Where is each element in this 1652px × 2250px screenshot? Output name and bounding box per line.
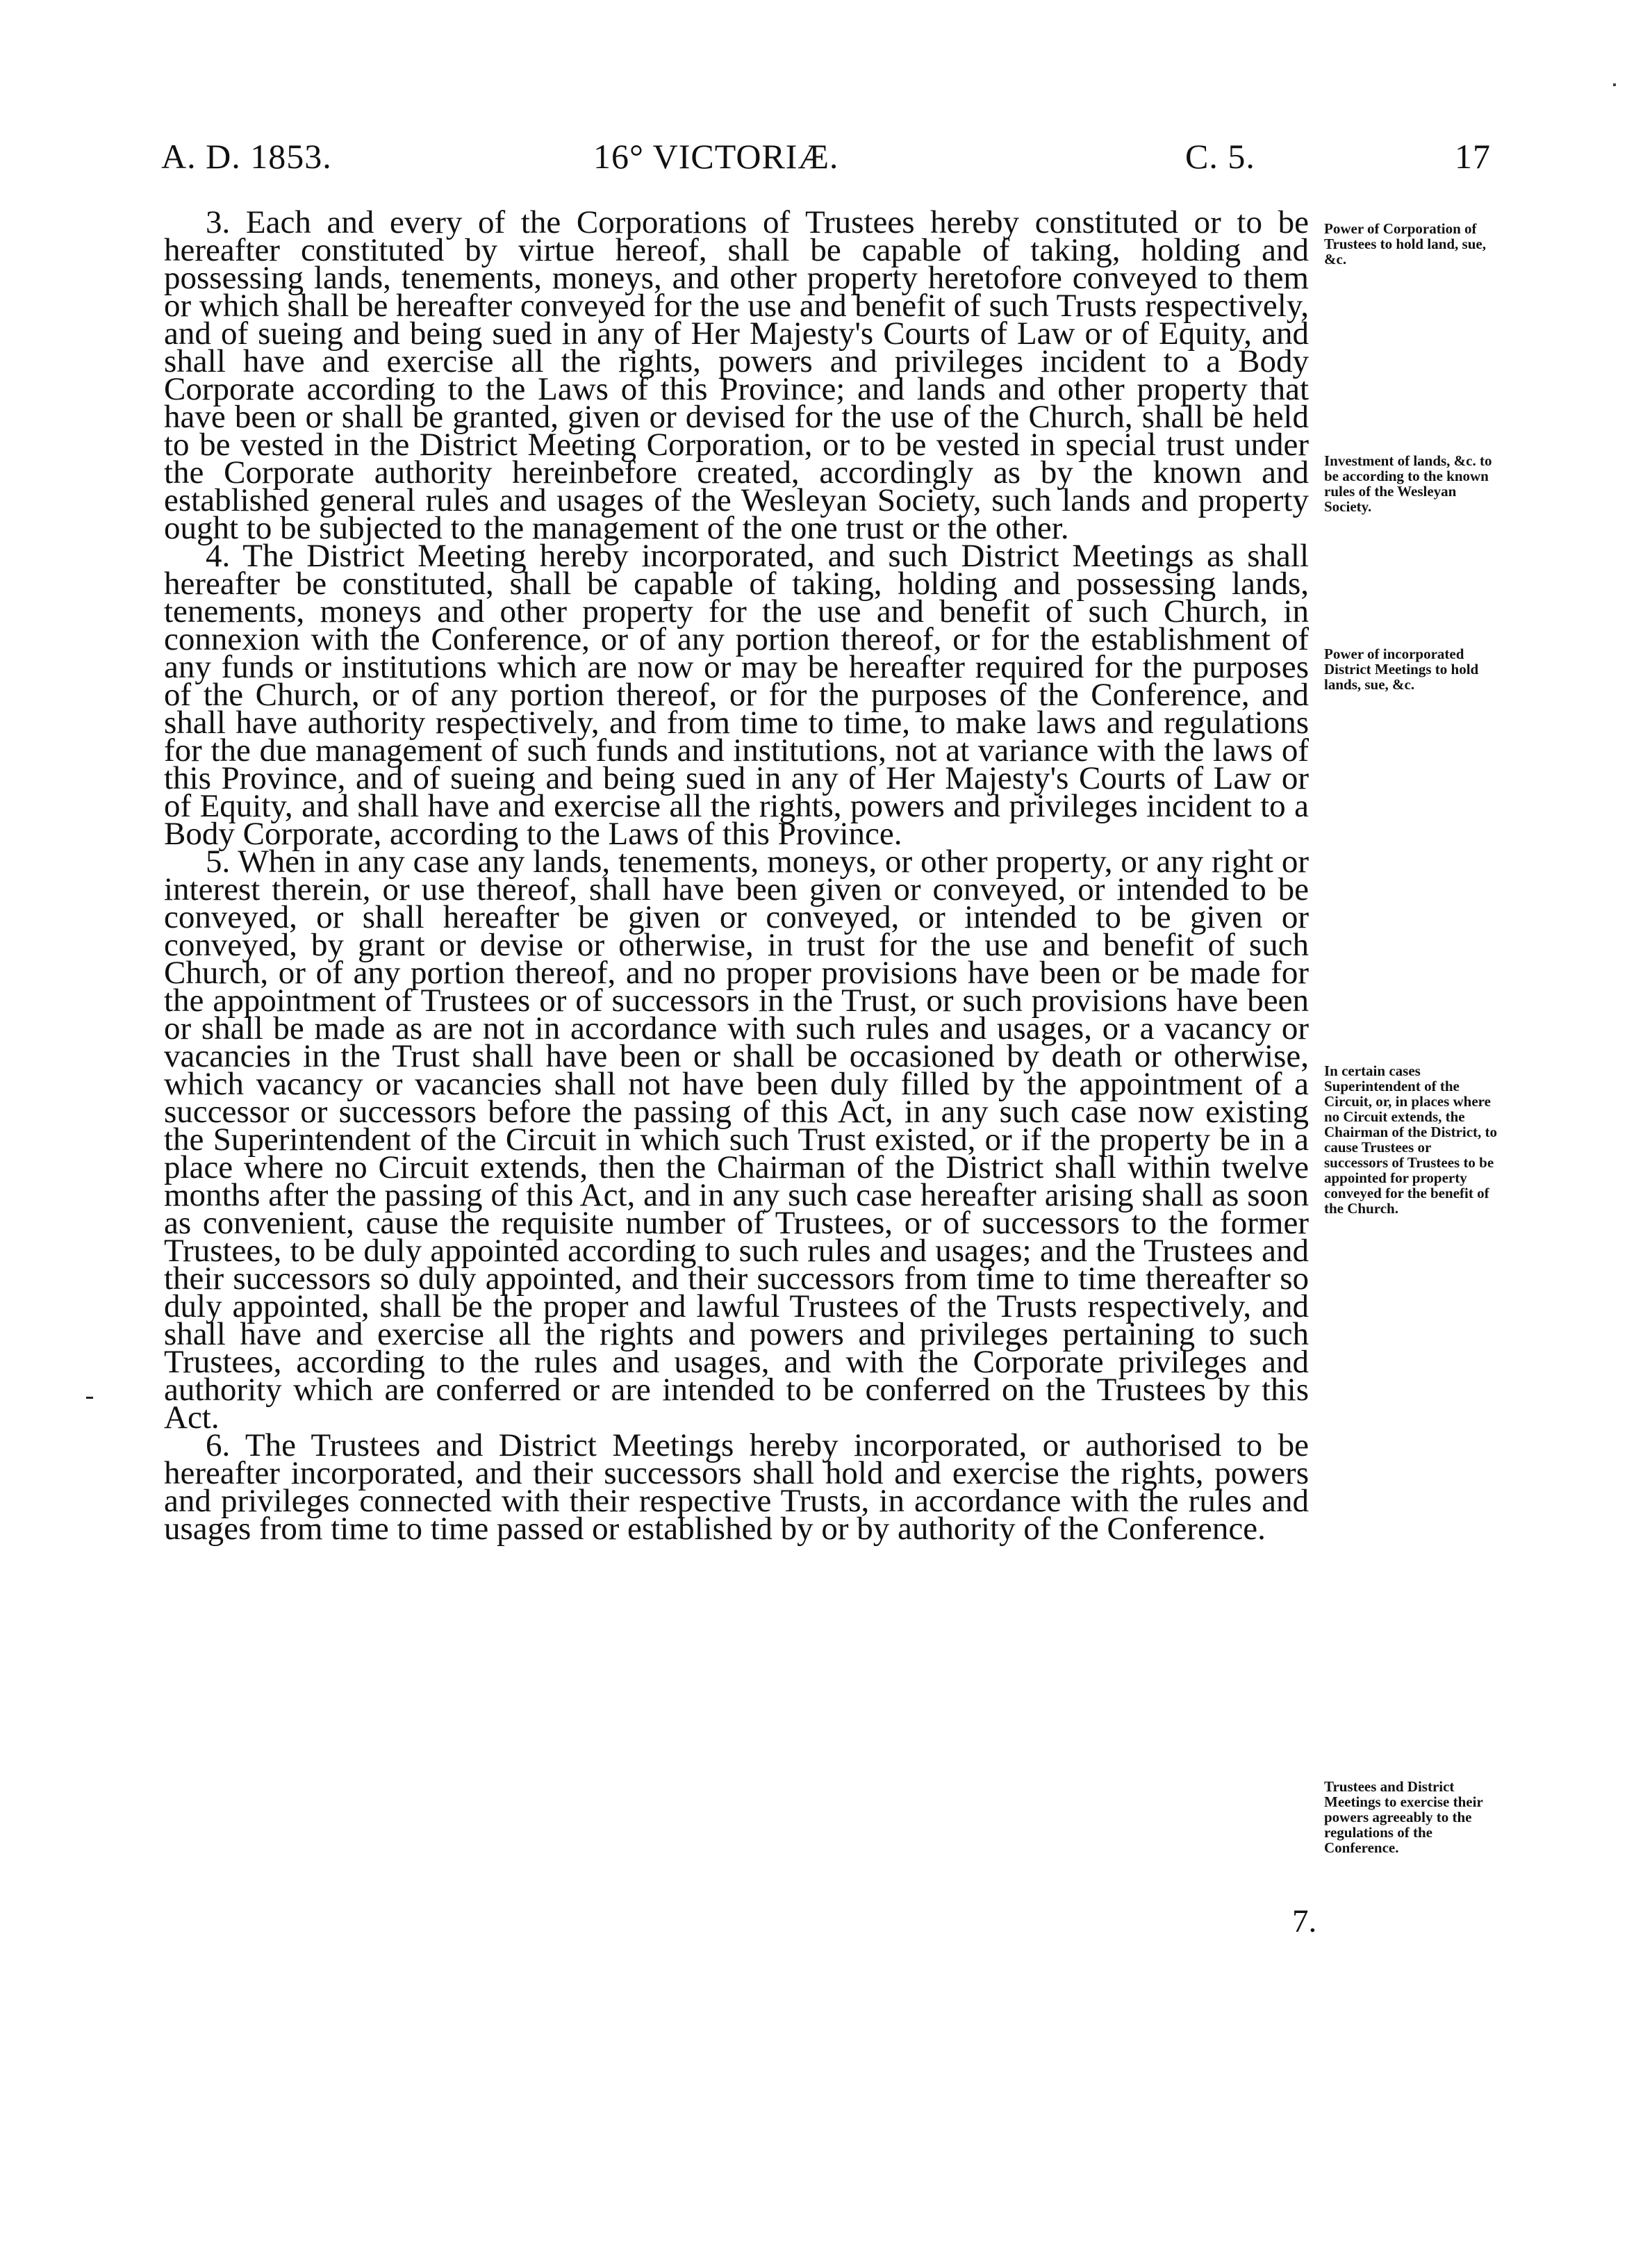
section-3: 3. Each and every of the Corporations of Trustees hereby constituted or to be hereafter constituted by virtue hereof, shall be capable of taking, holding and possessing lands, tenements, moneys, and other property heretofore conveyed to them or which shall be hereafter conveyed for the use and benefit of such Trusts respectively, and of sueing and being sued in any of Her Majesty's Courts of Law or of Equity, and shall have and exercise all the rights, powers and privileges incident to a Body Corporate according to the Laws of this Province; and lands and other property that have been or shall be granted, given or devised for the use of the Church, shall be held to be vested in the District Meeting Corporation, or to be vested in special trust under the Corporate authority hereinbefore created, accordingly as by the known and established general rules and usages of the Wesleyan Society, such lands and property ought to be subjected to the management of the one trust or the other. bbox=[164, 204, 1309, 546]
section-6: 6. The Trustees and District Meetings hereby incorporated, or authorised to be hereafter incorporated, and their successors shall hold and exercise the rights, powers and privileges connected with their respective Trusts, in accordance with the rules and usages from time to time passed or established by or by authority of the Conference. bbox=[164, 1427, 1309, 1547]
margin-note-section-5: In certain cases Superintendent of the Circuit, or, in places where no Circuit extends, the Chairman of the District, to cause Trustees or successors of Trustees to be appointed for property conveyed for the benefit of the Church. bbox=[1324, 1062, 1498, 1217]
margin-note-section-4: Power of incorporated District Meetings to hold lands, sue, &c. bbox=[1324, 646, 1479, 693]
header-chapter: C. 5. bbox=[1185, 137, 1255, 176]
margin-note-section-6: Trustees and District Meetings to exercise their powers agreeably to the regulations of the Conference. bbox=[1324, 1778, 1483, 1856]
statute-body bbox=[164, 204, 1309, 1547]
section-4: 4. The District Meeting hereby incorporated, and such District Meetings as shall hereafter be constituted, shall be capable of taking, holding and possessing lands, tenements, moneys and other property for the use and benefit of such Church, in connexion with the Conference, or of any portion thereof, or for the establishment of any funds or institutions which are now or may be hereafter required for the purposes of the Church, or of any portion thereof, or for the purposes of the Conference, and shall have authority respectively, and from time to time, to make laws and regulations for the due management of such funds and institutions, not at variance with the laws of this Province, and of sueing and being sued in any of Her Majesty's Courts of Law or of Equity, and shall have and exercise all the rights, powers and privileges incident to a Body Corporate, according to the Laws of this Province. bbox=[164, 538, 1309, 852]
header-page-number: 17 bbox=[1455, 137, 1491, 176]
catchword: 7. bbox=[1292, 1903, 1317, 1939]
margin-note-section-3b: Investment of lands, &c. to be according to the known rules of the Wesleyan Society. bbox=[1324, 452, 1492, 515]
running-header bbox=[161, 136, 1495, 185]
header-regnal-year: 16° VICTORIÆ. bbox=[593, 137, 839, 176]
margin-dash-mark bbox=[86, 1397, 93, 1399]
scan-speck bbox=[1613, 83, 1616, 86]
margin-note-section-3a: Power of Corporation of Trustees to hold land, sue, &c. bbox=[1324, 220, 1486, 268]
section-5: 5. When in any case any lands, tenements, moneys, or other property, or any right or interest therein, or use thereof, shall have been given or conveyed, or intended to be conveyed, or shall hereafter be given or conveyed, or intended to be given or conveyed, by grant or devise or otherwise, in trust for the use and benefit of such Church, or of any portion thereof, and no proper provisions have been or be made for the appointment of Trustees or of successors in the Trust, or such provisions have been or shall be made as are not in accordance with such rules and usages, or a vacancy or vacancies in the Trust shall have been or shall be occasioned by death or otherwise, which vacancy or vacancies shall not have been duly filled by the appointment of a successor or successors before the passing of this Act, in any such case now existing the Superintendent of the Circuit in which such Trust existed, or if the property be in a place where no Circuit extends, then the Chairman of the District shall within twelve months after the passing of this Act, and in any such case hereafter arising shall as soon as convenient, cause the requisite number of Trustees, or of successors to the former Trustees, to be duly appointed according to such rules and usages; and the Trustees and their successors so duly appointed, and their successors from time to time thereafter so duly appointed, shall be the proper and lawful Trustees of the Trusts respectively, and shall have and exercise all the rights and powers and privileges pertaining to such Trustees, according to the rules and usages, and with the Corporate privileges and authority which are conferred or are intended to be conferred on the Trustees by this Act. bbox=[164, 844, 1309, 1436]
header-year: A. D. 1853. bbox=[161, 137, 332, 176]
